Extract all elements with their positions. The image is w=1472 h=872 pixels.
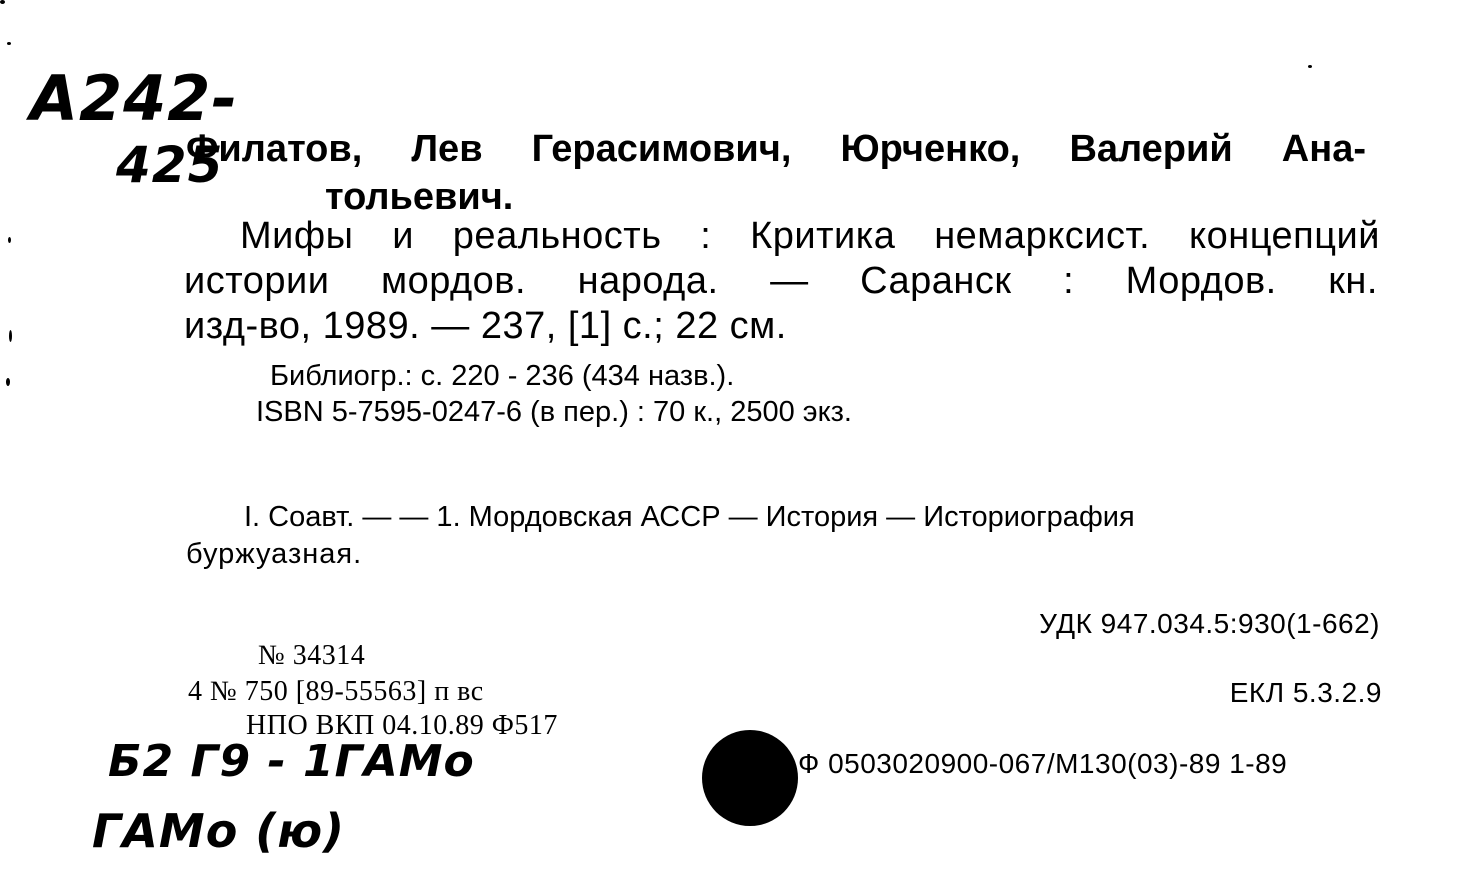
catalog-code: Ф 0503020900-067/М130(03)-89 1-89 bbox=[798, 748, 1288, 779]
title-word: мордов. bbox=[380, 260, 527, 302]
title-word: : bbox=[1063, 260, 1075, 302]
bibliography-note: Библиогр.: с. 220 - 236 (434 назв.). bbox=[270, 360, 735, 392]
title-word: кн. bbox=[1328, 260, 1378, 302]
subject-tracing-line2: буржуазная. bbox=[186, 538, 363, 570]
title-word: Критика bbox=[750, 215, 896, 257]
title-line2 bbox=[184, 260, 1378, 303]
scan-speck bbox=[0, 0, 5, 4]
title-word: : bbox=[700, 215, 712, 257]
author-heading-word: Герасимович, bbox=[531, 128, 792, 170]
title-line1 bbox=[240, 215, 1380, 258]
print-order: 4 № 750 [89-55563] п вс bbox=[188, 676, 484, 707]
author-heading-word: Филатов, bbox=[186, 128, 363, 170]
handwritten-mark-line2: ГАМо (ю) bbox=[92, 804, 346, 858]
title-word: Мифы bbox=[240, 215, 354, 257]
title-word: истории bbox=[184, 260, 330, 302]
card-number: № 34314 bbox=[258, 640, 366, 671]
author-heading-line2: тольевич. bbox=[325, 176, 514, 218]
scan-speck bbox=[8, 237, 11, 243]
title-word: — bbox=[770, 260, 809, 302]
imprint-line: изд-во, 1989. — 237, [1] с.; 22 см. bbox=[184, 305, 787, 347]
handwritten-shelf-mark-top: А242- bbox=[30, 62, 239, 135]
udc-code: УДК 947.034.5:930(1-662) bbox=[1039, 608, 1380, 639]
title-word: Мордов. bbox=[1125, 260, 1277, 302]
author-heading-line1 bbox=[186, 128, 1366, 171]
author-heading-word: Лев bbox=[411, 128, 483, 170]
ink-blot bbox=[702, 730, 798, 826]
scan-speck bbox=[9, 330, 12, 342]
isbn-note: ISBN 5-7595-0247-6 (в пер.) : 70 к., 2500 экз. bbox=[256, 396, 852, 428]
title-word: Саранск bbox=[860, 260, 1012, 302]
handwritten-mark-line1: Б2 Г9 - 1ГАМо bbox=[108, 736, 475, 787]
scan-speck bbox=[6, 378, 10, 386]
ekl-code: ЕКЛ 5.3.2.9 bbox=[1229, 677, 1382, 708]
subject-tracing-line1: I. Соавт. — — 1. Мордовская АССР — История — Историография bbox=[244, 501, 1135, 533]
author-heading-word: Ана- bbox=[1281, 128, 1366, 170]
title-word: и bbox=[392, 215, 414, 257]
handwritten-shelf-mark-bottom: 425 bbox=[116, 136, 224, 194]
npo-info: НПО ВКП 04.10.89 Ф517 bbox=[246, 710, 558, 741]
author-heading-word: Валерий bbox=[1069, 128, 1233, 170]
scan-speck bbox=[1308, 65, 1312, 68]
title-word: реальность bbox=[452, 215, 662, 257]
title-word: немарксист. bbox=[934, 215, 1151, 257]
title-word: концепций bbox=[1189, 215, 1380, 257]
author-heading-word: Юрченко, bbox=[840, 128, 1021, 170]
title-word: народа. bbox=[577, 260, 719, 302]
scan-speck bbox=[7, 42, 11, 45]
